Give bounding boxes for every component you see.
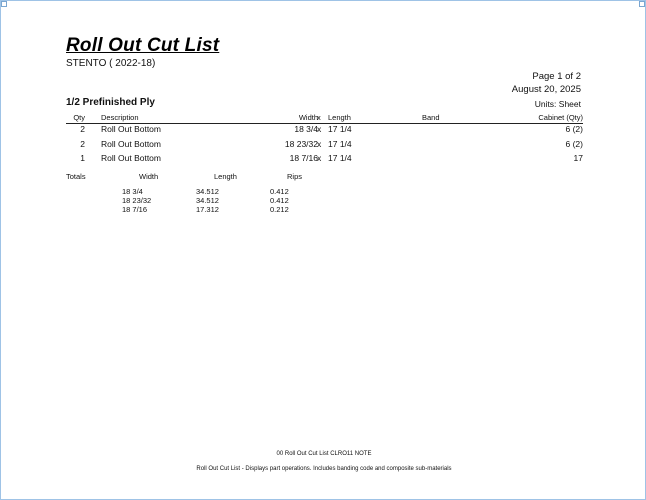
totals-row [66, 187, 366, 196]
cell-width: 18 7/16 [289, 153, 318, 163]
header-band: Band [422, 113, 440, 122]
cell-qty: 1 [80, 153, 85, 163]
units-label: Units: Sheet [534, 99, 581, 109]
cell-length: 17 1/4 [328, 138, 352, 149]
header-length: Length [328, 113, 351, 122]
totals-width: 18 23/32 [122, 196, 152, 205]
header-description: Description [101, 113, 139, 122]
page-number: Page 1 of 2 [532, 71, 581, 82]
header-width: Width [298, 113, 318, 122]
table-header [66, 113, 583, 124]
table-row [66, 124, 583, 139]
totals-length: 34.512 [196, 196, 219, 205]
footer-description: Roll Out Cut List - Displays part operations. Includes banding code and composite sub-materials [196, 466, 452, 472]
cell-width: 18 3/4 [294, 124, 318, 134]
table-row [66, 139, 583, 154]
table-row [66, 153, 583, 168]
cell-x: x [317, 153, 322, 163]
totals-width: 18 7/16 [122, 205, 148, 214]
totals-length: 17.312 [196, 205, 219, 214]
cell-description: Roll Out Bottom [101, 124, 161, 134]
report-date: August 20, 2025 [511, 84, 581, 95]
cell-description: Roll Out Bottom [101, 138, 161, 149]
totals-rips: 0.412 [270, 196, 289, 205]
totals-row [66, 196, 366, 205]
cell-width: 18 23/32 [284, 138, 318, 149]
cut-list-table [66, 113, 583, 168]
totals-rips: 0.212 [270, 205, 289, 214]
header-cabinet: Cabinet (Qty) [538, 113, 583, 122]
totals-header-rips: Rips [287, 172, 303, 181]
cell-cabinet: 6 (2) [565, 124, 583, 134]
totals-rips: 0.412 [270, 187, 289, 196]
page-corner-marker-right [639, 1, 645, 7]
cell-qty: 2 [80, 138, 85, 149]
cell-x: x [317, 138, 322, 149]
totals-row [66, 205, 366, 214]
cell-cabinet: 6 (2) [565, 138, 583, 149]
totals-header-length: Length [214, 172, 237, 181]
cell-description: Roll Out Bottom [101, 153, 161, 163]
cell-qty: 2 [80, 124, 85, 134]
totals-header [66, 172, 366, 182]
cell-length: 17 1/4 [328, 153, 352, 163]
totals-length: 34.512 [196, 187, 219, 196]
cell-cabinet: 17 [573, 153, 583, 163]
footer-report-code: 00 Roll Out Cut List CLRO11 NOTE [276, 451, 372, 457]
header-x: x [317, 113, 321, 122]
page-info [512, 70, 581, 96]
header-qty: Qty [73, 113, 85, 122]
page-corner-marker-left [1, 1, 7, 7]
totals-label: Totals [66, 172, 86, 181]
cell-x: x [317, 124, 322, 134]
totals-header-width: Width [139, 172, 159, 181]
report-title: Roll Out Cut List [66, 35, 220, 56]
job-name: STENTO ( 2022-18) [66, 58, 156, 69]
material-section-title: 1/2 Prefinished Ply [66, 97, 155, 108]
cell-length: 17 1/4 [328, 124, 352, 134]
totals-width: 18 3/4 [122, 187, 143, 196]
